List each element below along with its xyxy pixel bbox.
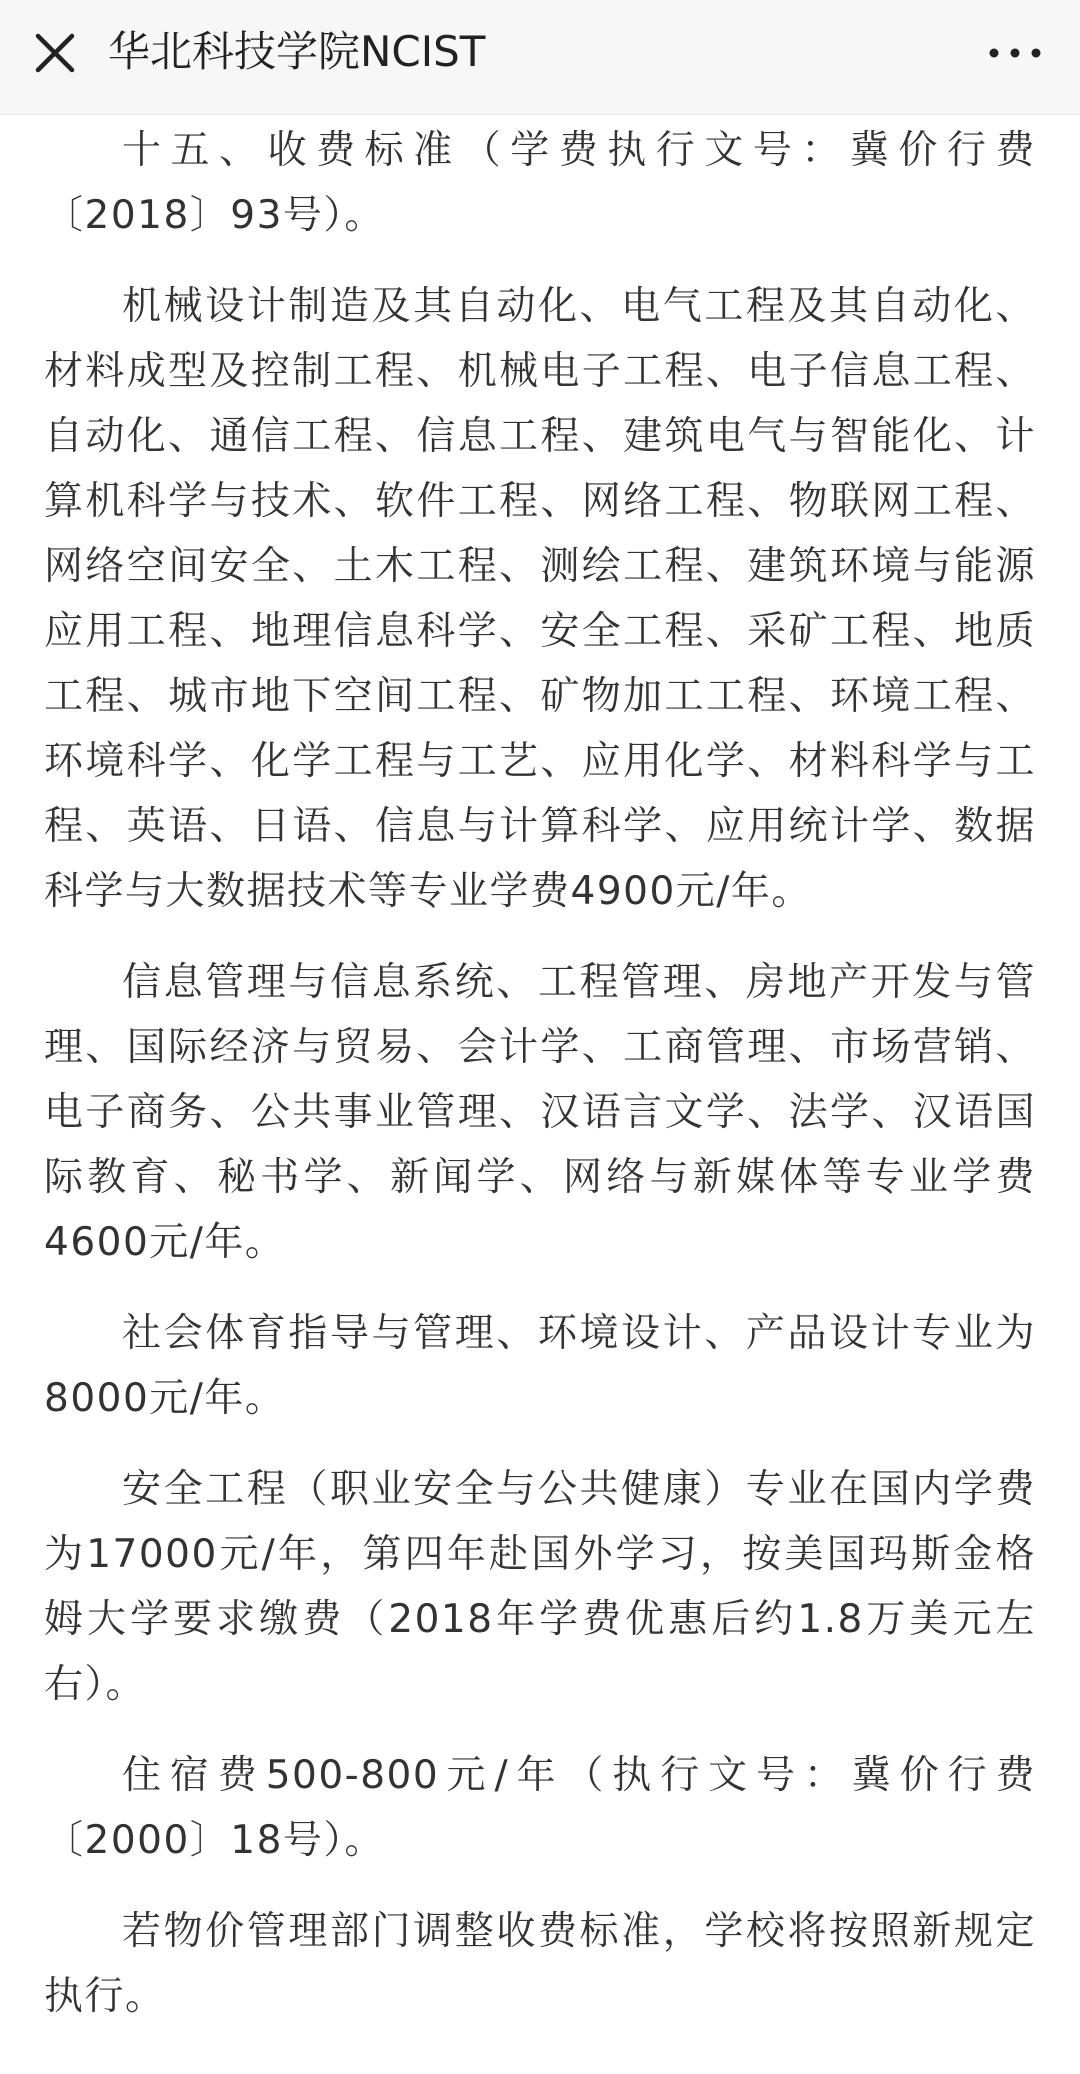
paragraph-management-majors-fee: 信息管理与信息系统、工程管理、房地产开发与管理、国际经济与贸易、会计学、工商管理、市场营销、电子商务、公共事业管理、汉语言文学、法学、汉语国际教育、秘书学、新闻学、网络与新媒体等专业学费4600元/年。 [44, 960, 1036, 1265]
top-navigation-bar [0, 0, 1080, 115]
paragraph-fee-standard-heading: 十五、收费标准（学费执行文号：冀价行费〔2018〕93号）。 [44, 128, 1036, 238]
paragraph-adjustment-note: 若物价管理部门调整收费标准，学校将按照新规定执行。 [44, 1909, 1036, 2019]
more-button[interactable] [980, 28, 1050, 78]
close-icon [20, 18, 90, 88]
paragraph-international-program-fee: 安全工程（职业安全与公共健康）专业在国内学费为17000元/年，第四年赴国外学习，按美国玛斯金格姆大学要求缴费（2018年学费优惠后约1.8万美元左右）。 [44, 1467, 1036, 1707]
paragraph-engineering-majors-fee: 机械设计制造及其自动化、电气工程及其自动化、材料成型及控制工程、机械电子工程、电子信息工程、自动化、通信工程、信息工程、建筑电气与智能化、计算机科学与技术、软件工程、网络工程、物联网工程、网络空间安全、土木工程、测绘工程、建筑环境与能源应用工程、地理信息科学、安全工程、采矿工程、地质工程、城市地下空间工程、矿物加工工程、环境工程、环境科学、化学工程与工艺、应用化学、材料科学与工程、英语、日语、信息与计算科学、应用统计学、数据科学与大数据技术等专业学费4900元/年。 [44, 284, 1036, 914]
article-body [44, 118, 1036, 2055]
more-horizontal-icon [980, 28, 1050, 78]
close-button[interactable] [20, 18, 90, 88]
page-title: 华北科技学院NCIST [108, 27, 486, 76]
paragraph-accommodation-fee: 住宿费500-800元/年（执行文号：冀价行费〔2000〕18号）。 [44, 1753, 1036, 1863]
paragraph-arts-majors-fee: 社会体育指导与管理、环境设计、产品设计专业为8000元/年。 [44, 1311, 1036, 1421]
